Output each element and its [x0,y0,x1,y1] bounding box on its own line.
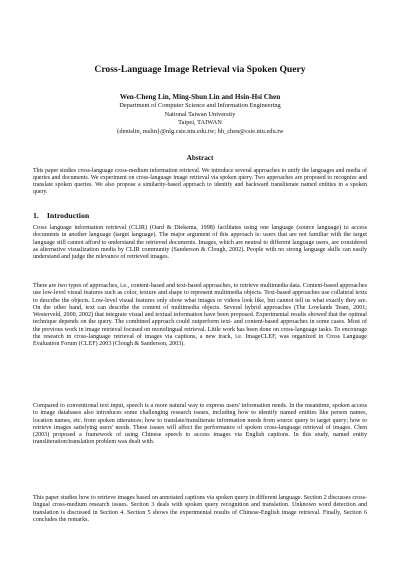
abstract-text: This paper studies cross-language cross-medium information retrieval. We introduce several approaches to unify the languages and media of queries and documents. We experiment on cross-language image retrieval via spoken query. Two approaches are proposed to recognize and translate spoken queries. We also propose a similarity-based approach to identify and backward transliterate named entities in a spoken query. [33,168,367,196]
section-number: 1. [33,211,39,220]
author-block [20,92,380,136]
intro-paragraph-1: Cross language information retrieval (CLIR) (Oard & Diekema, 1998) facilitates using one language (source language) to access documents in another language (target language). The major argument of this approach is: users that are not familiar with the target language still cannot afford to understand the retrieved documents. Images, which are neutral to different language users, are considered as alternative visualization media by CLIR community (Sanderson & Clough, 2002). People with no strong language skills can easily understand and judge the relevance of retrieved images. [33,225,367,260]
author-emails: {denislin, mslin}@nlg.csie.ntu.edu.tw; hh_chen@csie.ntu.edu.tw [116,127,284,135]
abstract-heading: Abstract [186,154,214,162]
intro-paragraph-3: Compared to conventional text input, speech is a more natural way to express users' information needs. In the meantime, spoken access to image databases also introduces some challenging research issues, including how to identify named entities like person names, location names, etc. from spoken utterances; how to translate/transliterate information needs from source query to target query; how to retrieve images satisfying users' needs. These issues will affect the performance of spoken cross-language retrieval of images. Chen (2003) proposed a framework of using Chinese speech to access images via English captions. In this study, named entity transliteration/translation problem was dealt with. [33,403,367,446]
author-names: Wen-Cheng Lin, Ming-Shun Lin and Hsin-Hsi Chen [119,93,281,101]
affiliation-city: Taipei, TAIWAN [178,119,222,127]
section-title: Introduction [46,211,90,220]
section-heading-introduction [33,211,367,221]
affiliation-university: National Taiwan University [164,110,236,118]
affiliation-department: Department of Computer Science and Information Engineering [119,102,281,109]
intro-paragraph-4: This paper studies how to retrieve images based on annotated captions via spoken query in different language. Section 2 discusses cross-lingual cross-medium research issues. Section 3 deals with spoken query recognition and translation. Unknown word detection and translation is discussed in Section 4. Section 5 shows the experimental results of Chinese-English image retrieval. Finally, Section 6 concludes the remarks. [33,495,367,523]
intro-paragraph-2: There are two types of approaches, i.e., content-based and text-based approaches, to retrieve multimedia data. Content-based approaches use low-level visual features such as color, texture and shape to represent multimedia objects. Text-based approaches use collateral texts to describe the objects. Low-level visual features only show what images or videos look like, but cannot tell us what exactly they are. On the other hand, text can describe the content of multimedia objects. Several hybrid approaches (The Lowlands Team, 2001; Westerveld, 2000, 2002) that integrate visual and textual information have been proposed. Experimental results showed that the optimal technique depends on the query. The combined approach could outperform text- and content-based approaches in some cases. Most of the previous work in image retrieval focused on monolingual retrieval. Little work has been done on cross-language tasks. To encourage the research in cross-language retrieval of images via captions, a new track, i.e. ImageCLEF, was organized in Cross Language Evaluation Forum (CLEF) 2003 (Clough & Sanderson, 2003). [33,283,367,347]
paper-title: Cross-Language Image Retrieval via Spoken Query [94,64,306,75]
